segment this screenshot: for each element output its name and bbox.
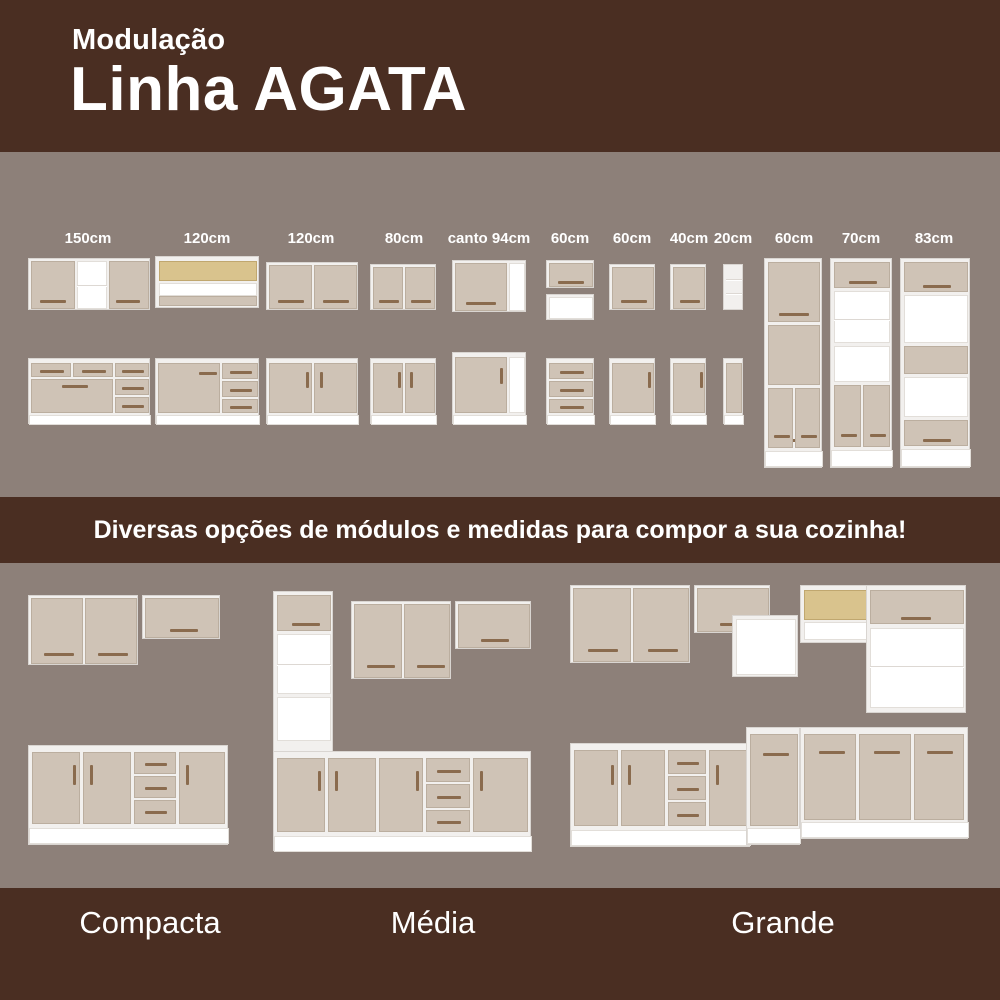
module-base-corner-94[interactable] bbox=[452, 352, 526, 424]
media-base[interactable] bbox=[273, 751, 531, 851]
tagline-text: Diversas opções de módulos e medidas para compor a sua cozinha! bbox=[93, 516, 907, 544]
module-wall-20-shelf[interactable] bbox=[723, 264, 743, 310]
grande-base-corner[interactable] bbox=[746, 727, 800, 845]
kitchen-compacta[interactable] bbox=[20, 583, 270, 863]
dim-label-120-a: 120cm bbox=[183, 230, 231, 247]
grande-base-right[interactable] bbox=[800, 727, 968, 839]
module-base-120-drawers[interactable] bbox=[155, 358, 259, 424]
grande-wall-left[interactable] bbox=[570, 585, 690, 663]
kitchen-label-compacta: Compacta bbox=[79, 905, 221, 940]
dim-label-120-b: 120cm bbox=[287, 230, 335, 247]
dim-label-60-b: 60cm bbox=[612, 230, 652, 247]
module-wall-40[interactable] bbox=[670, 264, 706, 310]
page-title: Linha AGATA bbox=[70, 55, 467, 124]
grande-tall-right[interactable] bbox=[866, 585, 966, 713]
media-wall-right[interactable] bbox=[455, 601, 531, 649]
compacta-wall-right[interactable] bbox=[142, 595, 220, 639]
module-wall-corner-94[interactable] bbox=[452, 260, 526, 312]
dim-label-70: 70cm bbox=[841, 230, 881, 247]
module-wall-80[interactable] bbox=[370, 264, 436, 310]
media-wall-mid[interactable] bbox=[351, 601, 451, 679]
dim-label-80: 80cm bbox=[384, 230, 424, 247]
module-tall-70[interactable] bbox=[830, 258, 892, 468]
module-wall-60-top[interactable] bbox=[546, 260, 594, 288]
dim-label-canto-94: canto 94cm bbox=[447, 230, 531, 247]
dim-label-60-c: 60cm bbox=[774, 230, 814, 247]
module-wall-120-glass[interactable] bbox=[155, 256, 259, 308]
dim-label-83: 83cm bbox=[914, 230, 954, 247]
compacta-wall-left[interactable] bbox=[28, 595, 138, 665]
modules-region bbox=[0, 152, 1000, 497]
module-base-60[interactable] bbox=[609, 358, 655, 424]
dim-label-40: 40cm bbox=[669, 230, 709, 247]
kitchen-label-grande: Grande bbox=[731, 905, 835, 940]
module-wall-60[interactable] bbox=[609, 264, 655, 310]
module-wall-150[interactable] bbox=[28, 258, 150, 310]
kitchen-label-media: Média bbox=[390, 905, 476, 940]
module-tall-83[interactable] bbox=[900, 258, 970, 468]
module-base-40[interactable] bbox=[670, 358, 706, 424]
module-wall-60-niche[interactable] bbox=[546, 294, 594, 320]
module-tall-60[interactable] bbox=[764, 258, 822, 468]
compacta-base[interactable] bbox=[28, 745, 228, 845]
dim-label-20: 20cm bbox=[713, 230, 753, 247]
dim-label-150: 150cm bbox=[64, 230, 112, 247]
header-subtitle: Modulação bbox=[72, 24, 226, 56]
kitchen-media[interactable] bbox=[265, 583, 555, 868]
module-base-80[interactable] bbox=[370, 358, 436, 424]
kitchen-grande[interactable] bbox=[560, 575, 980, 865]
module-base-60-drawers[interactable] bbox=[546, 358, 594, 424]
module-base-20[interactable] bbox=[723, 358, 743, 424]
module-base-120[interactable] bbox=[266, 358, 358, 424]
grande-wall-corner[interactable] bbox=[732, 615, 798, 677]
module-wall-120[interactable] bbox=[266, 262, 358, 310]
grande-base-left[interactable] bbox=[570, 743, 750, 847]
dim-label-60-a: 60cm bbox=[550, 230, 590, 247]
module-base-150[interactable] bbox=[28, 358, 150, 424]
kitchens-region bbox=[0, 563, 1000, 888]
